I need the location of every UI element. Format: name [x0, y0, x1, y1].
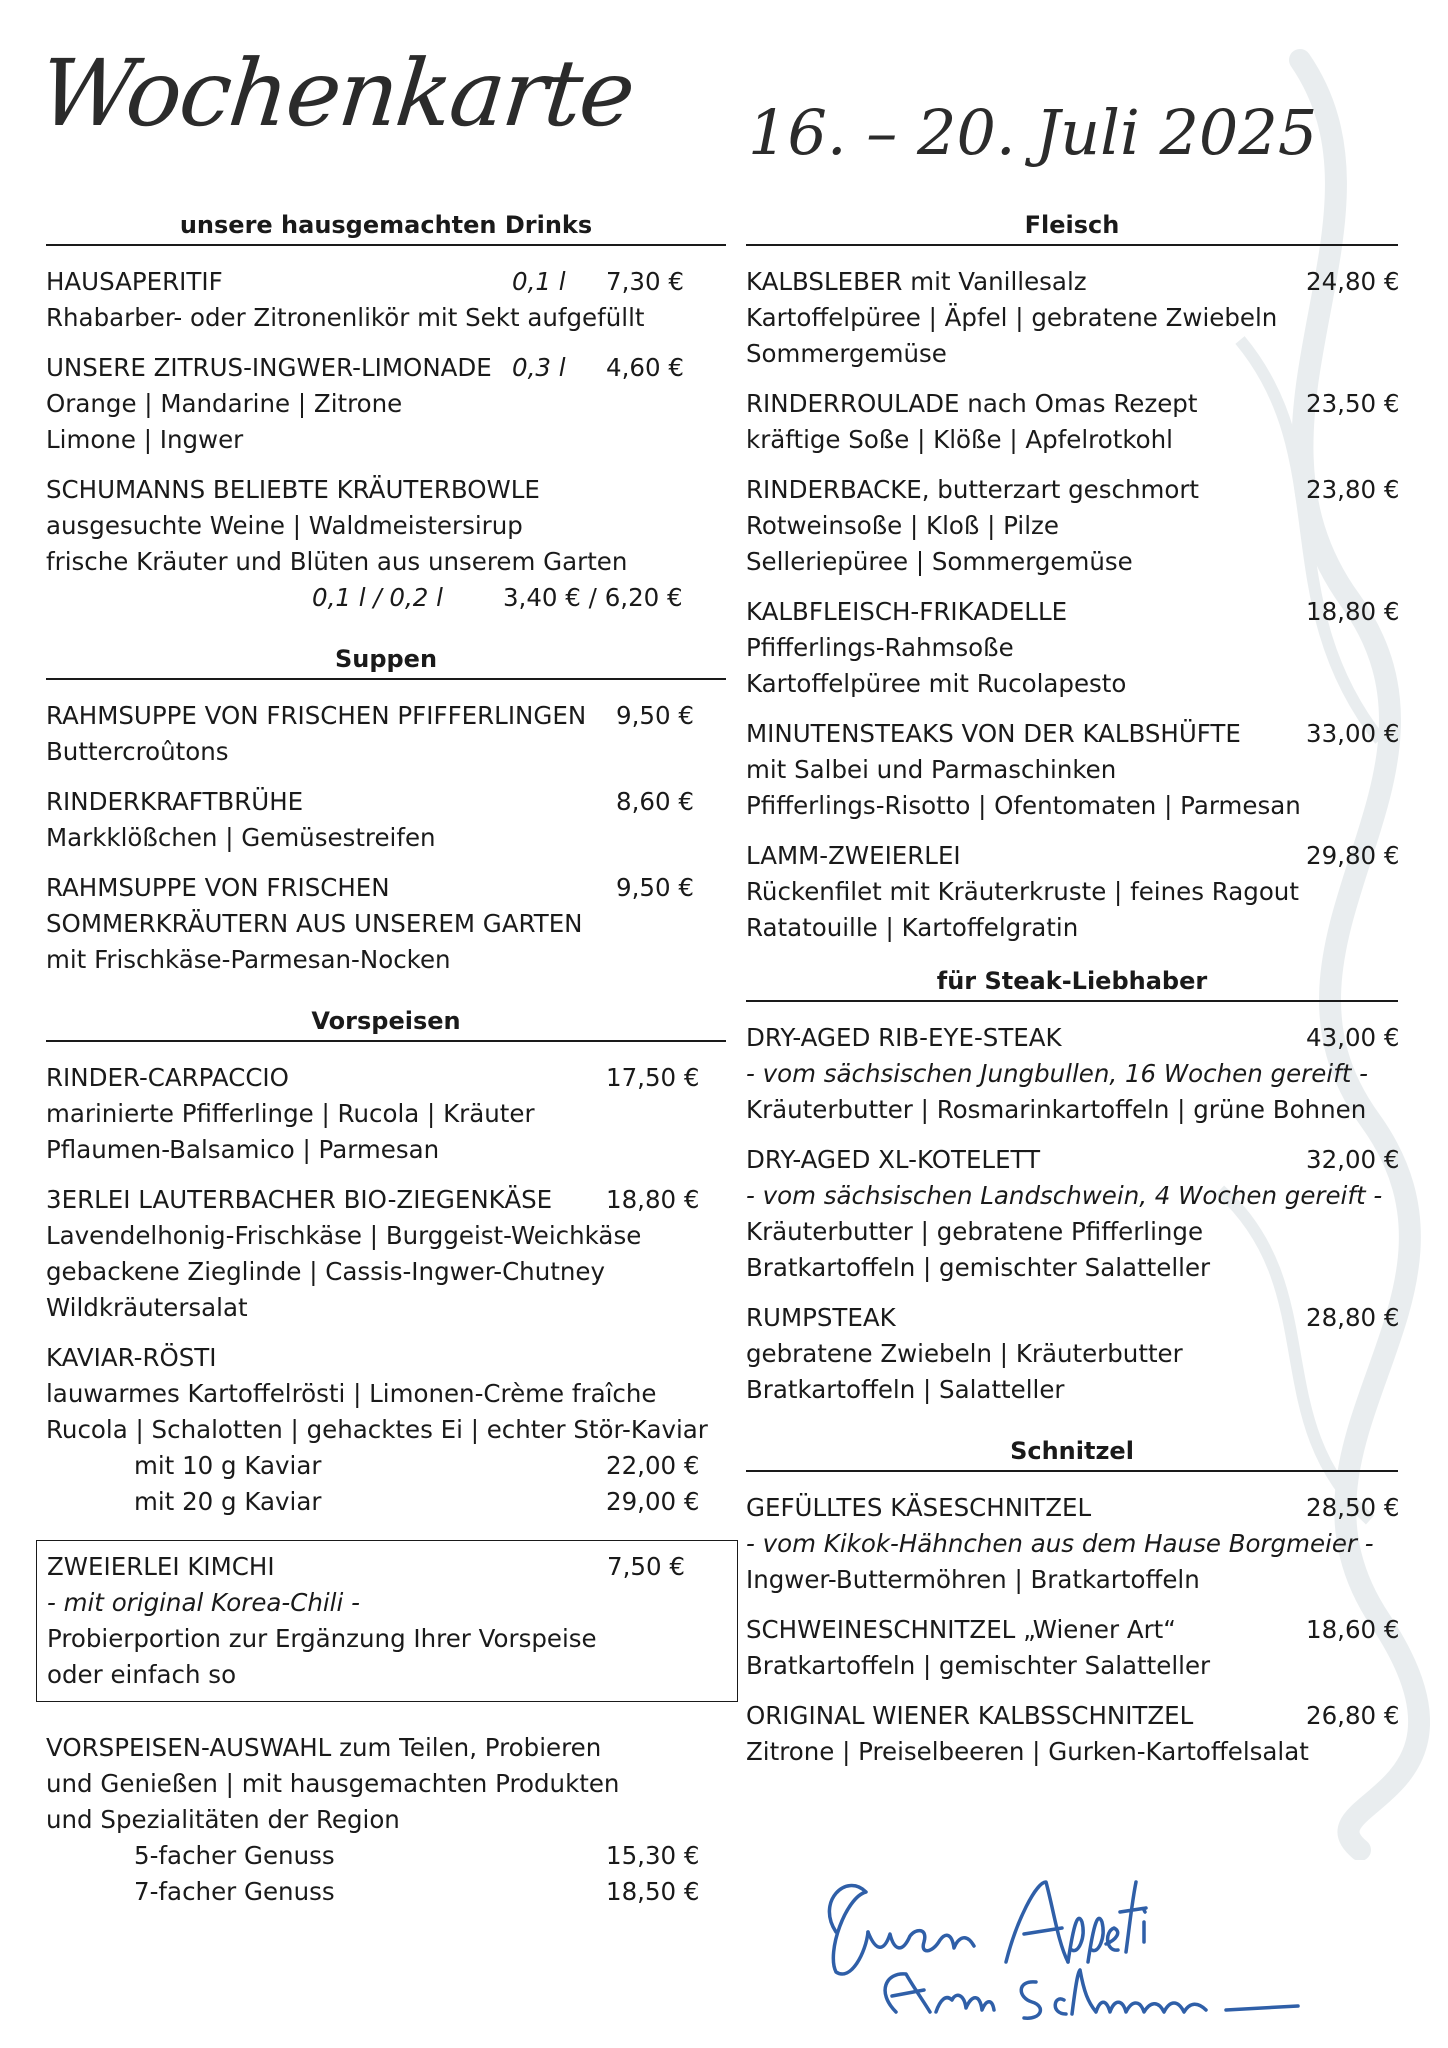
kimchi-box	[36, 1540, 738, 1702]
handwritten-signature	[806, 1862, 1326, 2022]
menu-item	[46, 1060, 726, 1168]
item-price: 23,50 €	[1306, 389, 1400, 418]
page-title: Wochenkarte	[34, 40, 639, 147]
item-price: 17,50 €	[606, 1063, 700, 1092]
item-description: und Spezialitäten der Region	[46, 1805, 400, 1834]
item-origin: - vom sächsischen Jungbullen, 16 Wochen gereift -	[746, 1059, 1368, 1088]
item-volume: 0,1 l	[512, 267, 566, 296]
menu-item	[746, 1490, 1398, 1598]
item-name: KAVIAR-RÖSTI	[46, 1343, 217, 1372]
item-price: 23,80 €	[1306, 475, 1400, 504]
menu-item	[746, 264, 1398, 372]
item-description: VORSPEISEN-AUSWAHL zum Teilen, Probieren	[46, 1733, 602, 1762]
item-price: 28,80 €	[1306, 1303, 1400, 1332]
item-description: Bratkartoffeln | Salatteller	[746, 1375, 1065, 1404]
item-description: Rotweinsoße | Kloß | Pilze	[746, 511, 1059, 540]
menu-item	[46, 698, 726, 770]
starter-selection	[46, 1730, 726, 1910]
item-description: Buttercroûtons	[46, 737, 229, 766]
item-description: Bratkartoffeln | gemischter Salatteller	[746, 1253, 1211, 1282]
menu-item	[746, 594, 1398, 702]
item-description: Ingwer-Buttermöhren | Bratkartoffeln	[746, 1565, 1200, 1594]
menu-item	[746, 838, 1398, 946]
item-name: ZWEIERLEI KIMCHI	[47, 1552, 275, 1581]
item-description: Ratatouille | Kartoffelgratin	[746, 913, 1079, 942]
item-price: 7,50 €	[607, 1552, 685, 1581]
option-price: 29,00 €	[606, 1487, 700, 1516]
option-label: mit 10 g Kaviar	[134, 1451, 322, 1480]
item-description: Kartoffelpüree | Äpfel | gebratene Zwiebeln	[746, 303, 1278, 332]
option-price: 22,00 €	[606, 1451, 700, 1480]
item-price: 26,80 €	[1306, 1701, 1400, 1730]
item-description: SOMMERKRÄUTERN AUS UNSEREM GARTEN	[46, 909, 583, 938]
menu-item	[746, 1300, 1398, 1408]
item-price: 9,50 €	[616, 873, 694, 902]
item-name: SCHUMANNS BELIEBTE KRÄUTERBOWLE	[46, 475, 540, 504]
item-name: GEFÜLLTES KÄSESCHNITZEL	[746, 1493, 1092, 1522]
item-price: 33,00 €	[1306, 719, 1400, 748]
item-volume: 0,3 l	[512, 353, 566, 382]
item-description: Kräuterbutter | gebratene Pfifferlinge	[746, 1217, 1204, 1246]
item-price: 24,80 €	[1306, 267, 1400, 296]
option-label: mit 20 g Kaviar	[134, 1487, 322, 1516]
option-price: 18,50 €	[606, 1877, 700, 1906]
item-description: kräftige Soße | Klöße | Apfelrotkohl	[746, 425, 1173, 454]
item-description: lauwarmes Kartoffelrösti | Limonen-Crème fraîche	[46, 1379, 657, 1408]
section-title-soups: Suppen	[46, 642, 726, 680]
item-description: Rhabarber- oder Zitronenlikör mit Sekt aufgefüllt	[46, 303, 645, 332]
menu-item	[46, 784, 726, 856]
section-title-schnitzel: Schnitzel	[746, 1434, 1398, 1472]
option-label: 5-facher Genuss	[134, 1841, 335, 1870]
left-column	[46, 208, 726, 1924]
item-name: SCHWEINESCHNITZEL „Wiener Art“	[746, 1615, 1176, 1644]
item-name: RINDER-CARPACCIO	[46, 1063, 289, 1092]
menu-item	[746, 1612, 1398, 1684]
item-description: Kartoffelpüree mit Rucolapesto	[746, 669, 1127, 698]
item-name: HAUSAPERITIF	[46, 267, 223, 296]
item-price: 18,80 €	[606, 1185, 700, 1214]
item-name: 3ERLEI LAUTERBACHER BIO-ZIEGENKÄSE	[46, 1185, 553, 1214]
item-name: ORIGINAL WIENER KALBSSCHNITZEL	[746, 1701, 1194, 1730]
item-price: 32,00 €	[1306, 1145, 1400, 1174]
item-description: Orange | Mandarine | Zitrone	[46, 389, 403, 418]
menu-item	[746, 472, 1398, 580]
item-description: Rückenfilet mit Kräuterkruste | feines Ragout	[746, 877, 1299, 906]
item-price: 18,60 €	[1306, 1615, 1400, 1644]
section-title-drinks: unsere hausgemachten Drinks	[46, 208, 726, 246]
item-description: gebratene Zwiebeln | Kräuterbutter	[746, 1339, 1183, 1368]
option-price: 15,30 €	[606, 1841, 700, 1870]
item-volume: 0,1 l / 0,2 l	[312, 583, 443, 612]
week-dates: 16. – 20. Juli 2025	[748, 96, 1318, 169]
item-price: 28,50 €	[1306, 1493, 1400, 1522]
item-name: RINDERBACKE, butterzart geschmort	[746, 475, 1200, 504]
item-price: 9,50 €	[616, 701, 694, 730]
item-name: RAHMSUPPE VON FRISCHEN PFIFFERLINGEN	[46, 701, 587, 730]
item-description: Sommergemüse	[746, 339, 947, 368]
item-description: Markklößchen | Gemüsestreifen	[46, 823, 436, 852]
section-title-starters: Vorspeisen	[46, 1004, 726, 1042]
item-name: KALBSLEBER mit Vanillesalz	[746, 267, 1087, 296]
menu-item	[746, 386, 1398, 458]
item-price: 18,80 €	[1306, 597, 1400, 626]
item-name: RINDERKRAFTBRÜHE	[46, 787, 304, 816]
item-description: frische Kräuter und Blüten aus unserem Garten	[46, 547, 628, 576]
item-description: oder einfach so	[47, 1660, 237, 1689]
item-price: 7,30 €	[606, 267, 684, 296]
right-column	[746, 208, 1398, 1788]
item-description: Rucola | Schalotten | gehacktes Ei | echter Stör-Kaviar	[46, 1415, 708, 1444]
item-name: RAHMSUPPE VON FRISCHEN	[46, 873, 390, 902]
item-description: Selleriepüree | Sommergemüse	[746, 547, 1133, 576]
section-title-meat: Fleisch	[746, 208, 1398, 246]
item-description: Limone | Ingwer	[46, 425, 244, 454]
item-description: Wildkräutersalat	[46, 1293, 248, 1322]
option-label: 7-facher Genuss	[134, 1877, 335, 1906]
item-price: 43,00 €	[1306, 1023, 1400, 1052]
menu-item	[46, 1340, 726, 1520]
section-steak	[746, 964, 1398, 1408]
item-name: DRY-AGED XL-KOTELETT	[746, 1145, 1041, 1174]
item-description: mit Frischkäse-Parmesan-Nocken	[46, 945, 451, 974]
menu-item	[46, 350, 726, 458]
item-name: LAMM-ZWEIERLEI	[746, 841, 961, 870]
item-name: DRY-AGED RIB-EYE-STEAK	[746, 1023, 1062, 1052]
menu-item	[746, 1020, 1398, 1128]
item-name: RUMPSTEAK	[746, 1303, 896, 1332]
item-price: 4,60 €	[606, 353, 684, 382]
item-description: Zitrone | Preiselbeeren | Gurken-Kartoffelsalat	[746, 1737, 1309, 1766]
item-description: Lavendelhonig-Frischkäse | Burggeist-Weichkäse	[46, 1221, 642, 1250]
item-name: KALBFLEISCH-FRIKADELLE	[746, 597, 1068, 626]
menu-item	[746, 1698, 1398, 1770]
section-starters	[46, 1004, 726, 1520]
section-meat	[746, 208, 1398, 946]
section-soups	[46, 642, 726, 978]
item-price: 29,80 €	[1306, 841, 1400, 870]
item-description: Bratkartoffeln | gemischter Salatteller	[746, 1651, 1211, 1680]
item-description: marinierte Pfifferlinge | Rucola | Kräuter	[46, 1099, 535, 1128]
item-description: Probierportion zur Ergänzung Ihrer Vorspeise	[47, 1624, 597, 1653]
menu-item	[746, 716, 1398, 824]
item-name: MINUTENSTEAKS VON DER KALBSHÜFTE	[746, 719, 1241, 748]
item-origin: - vom sächsischen Landschwein, 4 Wochen gereift -	[746, 1181, 1383, 1210]
section-title-steak: für Steak-Liebhaber	[746, 964, 1398, 1002]
menu-item	[746, 1142, 1398, 1286]
item-description: Pfifferlings-Rahmsoße	[746, 633, 1014, 662]
item-description: Pfifferlings-Risotto | Ofentomaten | Parmesan	[746, 791, 1301, 820]
item-description: Kräuterbutter | Rosmarinkartoffeln | grüne Bohnen	[746, 1095, 1367, 1124]
item-description: mit Salbei und Parmaschinken	[746, 755, 1117, 784]
section-schnitzel	[746, 1434, 1398, 1770]
item-price: 3,40 € / 6,20 €	[502, 583, 683, 612]
menu-item	[46, 472, 726, 616]
menu-item	[46, 1182, 726, 1326]
item-description: und Genießen | mit hausgemachten Produkten	[46, 1769, 620, 1798]
section-drinks	[46, 208, 726, 616]
item-origin: - vom Kikok-Hähnchen aus dem Hause Borgmeier -	[746, 1529, 1374, 1558]
item-description: Pflaumen-Balsamico | Parmesan	[46, 1135, 440, 1164]
item-price: 8,60 €	[616, 787, 694, 816]
item-name: RINDERROULADE nach Omas Rezept	[746, 389, 1198, 418]
item-origin: - mit original Korea-Chili -	[47, 1588, 360, 1617]
menu-item	[46, 870, 726, 978]
menu-item	[46, 264, 726, 336]
item-description: gebackene Zieglinde | Cassis-Ingwer-Chutney	[46, 1257, 605, 1286]
item-name: UNSERE ZITRUS-INGWER-LIMONADE	[46, 353, 492, 382]
item-description: ausgesuchte Weine | Waldmeistersirup	[46, 511, 523, 540]
